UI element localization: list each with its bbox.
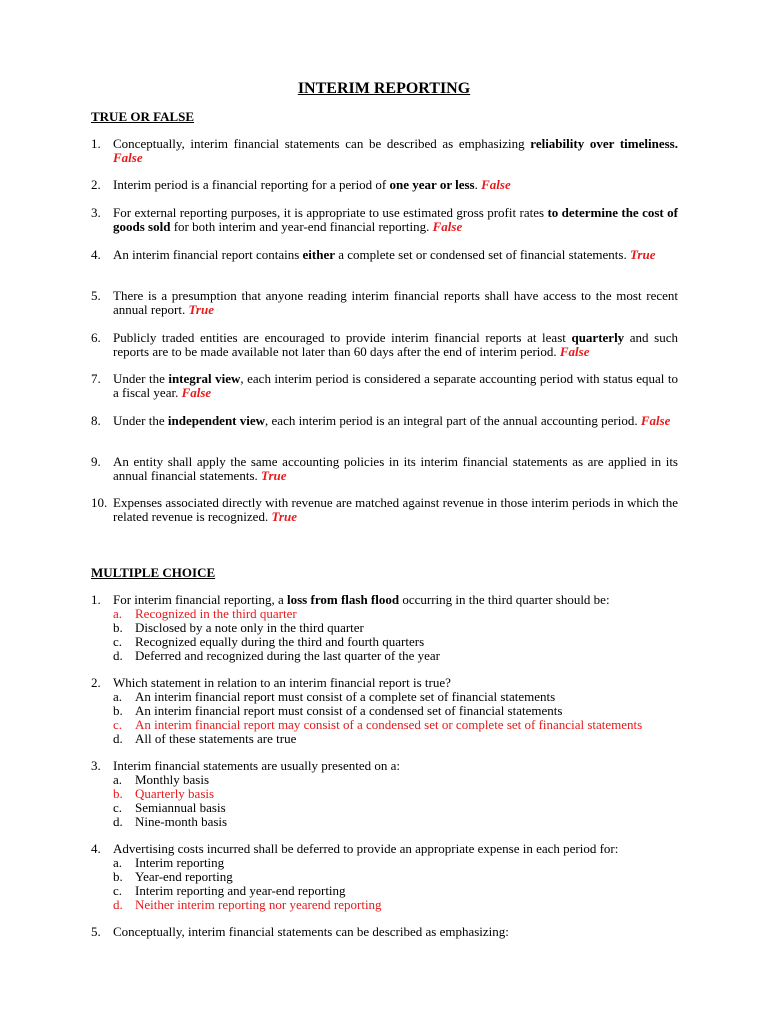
page-title: INTERIM REPORTING — [297, 80, 471, 97]
answer: True — [261, 468, 287, 483]
mc-option: d. All of these statements are true — [113, 731, 297, 746]
mc-option: b. An interim financial report must consist of a condensed set of financial statements — [113, 703, 563, 718]
mc-option: b. Disclosed by a note only in the third quarter — [113, 620, 364, 635]
mc-option: b. Year-end reporting — [113, 869, 233, 884]
true-or-false-heading: TRUE OR FALSE — [91, 109, 195, 124]
tf-question-1: 1. Conceptually, interim financial statements can be described as emphasizing reliability over timeliness. False — [91, 136, 678, 165]
mc-question-2: 2. Which statement in relation to an interim financial report is true? a. An interim financial report must consist of a complete set of financial statements b. An interim financial report must consist of a condensed set of financial statements c. An interim financial report may consist of a condensed set or complete set of financial statements d. All of these statements are true — [91, 676, 678, 746]
answer: True — [188, 302, 214, 317]
mc-option: c. Recognized equally during the third and fourth quarters — [113, 634, 425, 649]
mc-option: d. Deferred and recognized during the last quarter of the year — [113, 648, 440, 663]
tf-question-7: 7. Under the integral view, each interim period is considered a separate accounting period with status equal to a fiscal year. False — [91, 371, 678, 400]
mc-question-4: 4. Advertising costs incurred shall be deferred to provide an appropriate expense in each period for: a. Interim reporting b. Year-end reporting c. Interim reporting and year-end reporting d. Neither interim reporting nor yearend reporting — [91, 842, 678, 912]
multiple-choice-heading: MULTIPLE CHOICE — [91, 565, 216, 580]
mc-question-1: 1. For interim financial reporting, a loss from flash flood occurring in the third quarter should be: a. Recognized in the third quarter b. Disclosed by a note only in the third quarter c. Recognized equally during the third and fourth quarters d. Deferred and recognized during the last quarter of the year — [91, 593, 678, 663]
mc-option: d. Nine-month basis — [113, 814, 228, 829]
mc-option: c. Interim reporting and year-end reporting — [113, 883, 346, 898]
mc-option: a. An interim financial report must consist of a complete set of financial statements — [113, 689, 556, 704]
mc-option: b. Quarterly basis — [113, 786, 215, 801]
mc-question-3: 3. Interim financial statements are usually presented on a: a. Monthly basis b. Quarterly basis c. Semiannual basis d. Nine-month basis — [91, 759, 678, 829]
answer: False — [481, 177, 511, 192]
answer: False — [559, 344, 590, 359]
mc-option: c. Semiannual basis — [113, 800, 226, 815]
answer: True — [271, 509, 297, 524]
tf-question-2: 2. Interim period is a financial reporting for a period of one year or less. False — [91, 177, 511, 192]
tf-question-5: 5. There is a presumption that anyone reading interim financial reports shall have access to the most recent annual report. True — [91, 288, 678, 317]
mc-option: c. An interim financial report may consist of a condensed set or complete set of financial statements — [113, 717, 643, 732]
mc-option: d. Neither interim reporting nor yearend reporting — [113, 897, 382, 912]
answer: True — [629, 247, 656, 262]
tf-question-3: 3. For external reporting purposes, it is appropriate to use estimated gross profit rates to determine the cost of goods sold for both interim and year-end financial reporting. False — [91, 205, 678, 234]
mc-option: a. Interim reporting — [113, 855, 225, 870]
answer: False — [640, 413, 671, 428]
mc-option: a. Monthly basis — [113, 772, 210, 787]
answer: False — [432, 219, 463, 234]
answer: False — [181, 385, 212, 400]
tf-question-6: 6. Publicly traded entities are encouraged to provide interim financial reports at least quarterly and such reports are to be made available not later than 60 days after the end of interim period. False — [91, 330, 678, 359]
answer: False — [113, 150, 143, 165]
tf-question-9: 9. An entity shall apply the same accounting policies in its interim financial statements as are applied in its annual financial statements. True — [91, 454, 678, 483]
mc-option: a. Recognized in the third quarter — [113, 606, 297, 621]
tf-question-4: 4. An interim financial report contains either a complete set or condensed set of financial statements. True — [91, 247, 656, 262]
tf-question-10: 10. Expenses associated directly with revenue are matched against revenue in those interim periods in which the related revenue is recognized. True — [91, 495, 678, 524]
mc-question-5: 5. Conceptually, interim financial statements can be described as emphasizing: — [91, 924, 509, 939]
tf-question-8: 8. Under the independent view, each interim period is an integral part of the annual accounting period. False — [91, 413, 671, 428]
